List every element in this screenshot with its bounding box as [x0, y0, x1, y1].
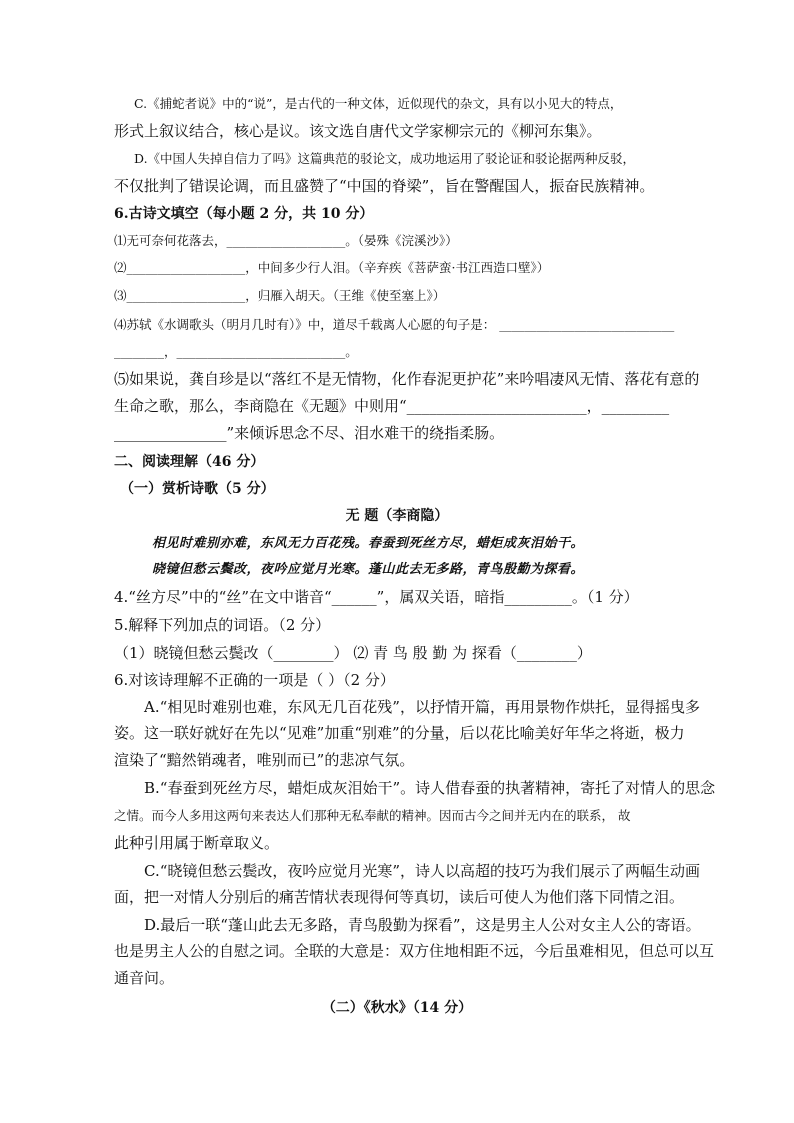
option-a-line-3: 渲染了“黯然销魂者，唯别而已”的悲凉气氛。	[114, 751, 415, 769]
section-2-heading: 二、阅读理解（46 分）	[114, 454, 265, 470]
fill-blank-4-line-1: ⑷苏轼《水调歌头（明月几时有）》中，道尽千载离人心愿的句子是： ____________________________	[114, 317, 675, 332]
question-6-heading: 6.古诗文填空（每小题 2 分，共 10 分）	[114, 206, 374, 222]
fill-blank-1: ⑴无可奈何花落去，___________________。（晏殊《浣溪沙》）	[114, 233, 458, 248]
option-c-line-1: C.《捕蛇者说》中的“说”，是古代的一种文体，近似现代的杂文，具有以小见大的特点，	[134, 96, 623, 111]
poem-title: 无 题（李商隐）	[345, 508, 449, 524]
fill-blank-2: ⑵___________________，中间多少行人泪。（辛弃疾《菩萨蛮·书江西造口壁》）	[114, 260, 550, 275]
option-c2-line-2: 面，把一对情人分别后的痛苦情状表现得何等真切，读后可使人为他们落下同情之泪。	[114, 888, 685, 906]
option-d-line-1: D.《中国人失掉自信力了吗》这篇典范的驳论文，成功地运用了驳论证和驳论据两种反驳，	[134, 151, 636, 166]
poem-line-1: 相见时难别亦难，东风无力百花残。春蚕到死丝方尽，蜡炬成灰泪始干。	[152, 536, 585, 551]
option-c-line-2: 形式上叙议结合，核心是议。该文选自唐代文学家柳宗元的《柳河东集》。	[114, 122, 602, 140]
subsection-2-heading: （二）《秋水》（14 分）	[321, 1000, 473, 1016]
fill-blank-3: ⑶___________________，归雁入胡天。（王维《使至塞上》）	[114, 288, 446, 303]
question-5: 5.解释下列加点的词语。（2 分）	[114, 616, 331, 634]
question-6: 6.对该诗理解不正确的一项是（ ）（2 分）	[114, 671, 395, 689]
fill-blank-5-line-2: 生命之歌，那么，李商隐在《无题》中则用“________________________，_________	[114, 397, 670, 415]
option-d2-line-3: 通音问。	[114, 969, 175, 987]
question-5-items: （1）晓镜但愁云鬓改（________） ⑵ 青 鸟 殷 勤 为 探看（________）	[114, 644, 592, 662]
poem-line-2: 晓镜但愁云鬓改，夜吟应觉月光寒。蓬山此去无多路，青鸟殷勤为探看。	[152, 562, 585, 577]
option-c2-line-1: C.“晓镜但愁云鬓改，夜吟应觉月光寒”，诗人以高超的技巧为我们展示了两幅生动画	[144, 862, 701, 880]
option-b-line-3: 此种引用属于断章取义。	[114, 834, 280, 852]
fill-blank-5-line-3: _______________”来倾诉思念不尽、泪水难干的绕指柔肠。	[114, 424, 505, 442]
question-4: 4.“丝方尽”中的“丝”在文中谐音“______”，属双关语，暗指_________。（1 分）	[114, 588, 639, 606]
option-b-line-1: B.“春蚕到死丝方尽，蜡炬成灰泪始干”。诗人借春蚕的执著精神，寄托了对情人的思念	[144, 779, 716, 797]
option-a-line-2: 姿。这一联好就好在先以“见难”加重“别难”的分量，后以花比喻美好年华之将逝，极力	[114, 724, 685, 742]
fill-blank-4-line-2: ________，___________________________。	[114, 344, 358, 359]
option-a-line-1: A.“相见时难别也难，东风无几百花残”，以抒情开篇，再用景物作烘托，显得摇曳多	[144, 698, 700, 716]
subsection-1-heading: （一）赏析诗歌（5 分）	[120, 481, 275, 497]
option-d2-line-2: 也是男主人公的自慰之词。全联的大意是：双方住地相距不远，今后虽难相见，但总可以互	[114, 942, 715, 960]
fill-blank-5-line-1: ⑸如果说，龚自珍是以“落红不是无情物，化作春泥更护花”来吟唱凄风无情、落花有意的	[114, 370, 700, 388]
option-d-line-2: 不仅批判了错误论调，而且盛赞了“中国的脊梁”，旨在警醒国人，振奋民族精神。	[114, 177, 655, 195]
option-d2-line-1: D.最后一联“蓬山此去无多路，青鸟殷勤为探看”，这是男主人公对女主人公的寄语。	[144, 916, 701, 934]
option-b-line-2: 之情。而今人多用这两句来表达人们那种无私奉献的精神。因而古今之间并无内在的联系， 故	[114, 808, 631, 823]
